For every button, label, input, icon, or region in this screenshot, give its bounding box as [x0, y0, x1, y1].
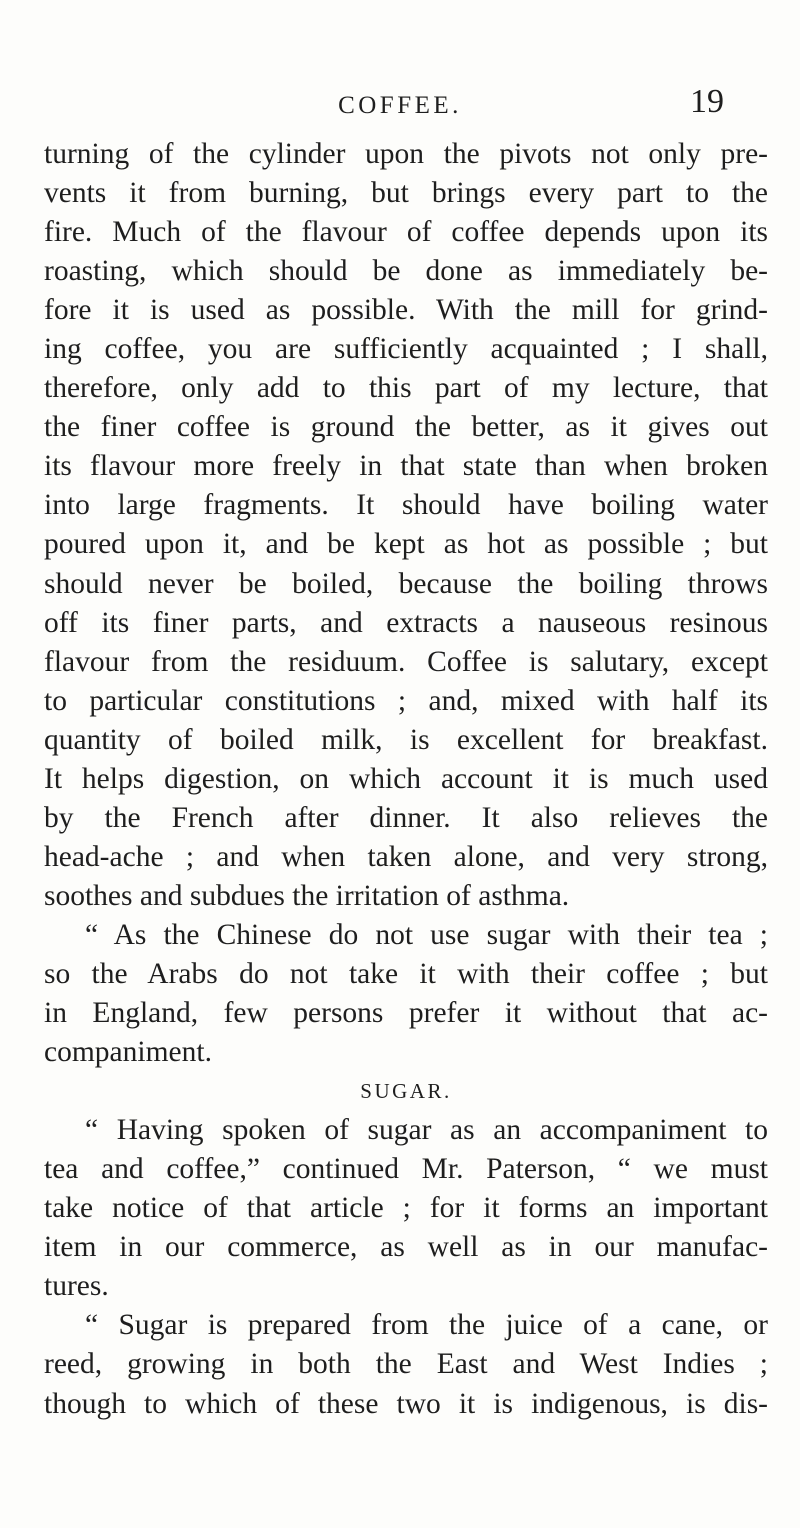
- text-line: head-ache ; and when taken alone, and very strong,: [44, 840, 768, 873]
- text-line: by the French after dinner. It also relieves the: [44, 801, 768, 834]
- text-line: item in our commerce, as well as in our manufac-: [44, 1231, 768, 1264]
- text-line: into large fragments. It should have boiling water: [44, 489, 768, 522]
- text-line: roasting, which should be done as immediately be-: [44, 255, 768, 288]
- section-heading: SUGAR.: [360, 1079, 452, 1104]
- text-line: fore it is used as possible. With the mill for grind-: [44, 294, 768, 327]
- text-line: to particular constitutions ; and, mixed with half its: [44, 684, 768, 717]
- text-line: off its finer parts, and extracts a nauseous resinous: [44, 606, 768, 639]
- text-line: turning of the cylinder upon the pivots not only pre-: [44, 138, 768, 170]
- running-head: [0, 83, 800, 126]
- text-line: tea and coffee,” continued Mr. Paterson, “ we must: [44, 1153, 768, 1186]
- body-text: [44, 135, 768, 1424]
- text-line: though to which of these two it is indigenous, is dis-: [44, 1387, 768, 1420]
- text-line: poured upon it, and be kept as hot as possible ; but: [44, 528, 768, 561]
- text-line: vents it from burning, but brings every part to the: [44, 177, 768, 210]
- text-line: its flavour more freely in that state than when broken: [44, 450, 768, 483]
- text-line: “ Sugar is prepared from the juice of a cane, or: [85, 1309, 768, 1342]
- page-number: 19: [690, 83, 724, 120]
- text-line: therefore, only add to this part of my lecture, that: [44, 372, 768, 405]
- text-line: companiment.: [44, 1036, 212, 1069]
- text-line: “ Having spoken of sugar as an accompaniment to: [85, 1114, 768, 1147]
- text-line: ing coffee, you are sufficiently acquainted ; I shall,: [44, 333, 768, 366]
- text-line: take notice of that article ; for it forms an important: [44, 1192, 768, 1225]
- text-line: reed, growing in both the East and West Indies ;: [44, 1348, 768, 1381]
- text-line: in England, few persons prefer it without that ac-: [44, 997, 768, 1030]
- running-head-title: COFFEE.: [338, 92, 462, 119]
- text-line: “ As the Chinese do not use sugar with their tea ;: [85, 918, 768, 951]
- text-line: soothes and subdues the irritation of asthma.: [44, 879, 570, 912]
- text-line: fire. Much of the flavour of coffee depends upon its: [44, 216, 768, 249]
- text-line: flavour from the residuum. Coffee is salutary, except: [44, 645, 768, 678]
- text-line: the finer coffee is ground the better, as it gives out: [44, 411, 768, 444]
- text-line: It helps digestion, on which account it is much used: [44, 762, 768, 795]
- text-line: quantity of boiled milk, is excellent for breakfast.: [44, 723, 768, 756]
- text-line: tures.: [44, 1270, 109, 1303]
- text-line: should never be boiled, because the boiling throws: [44, 567, 768, 600]
- text-line: so the Arabs do not take it with their coffee ; but: [44, 957, 768, 990]
